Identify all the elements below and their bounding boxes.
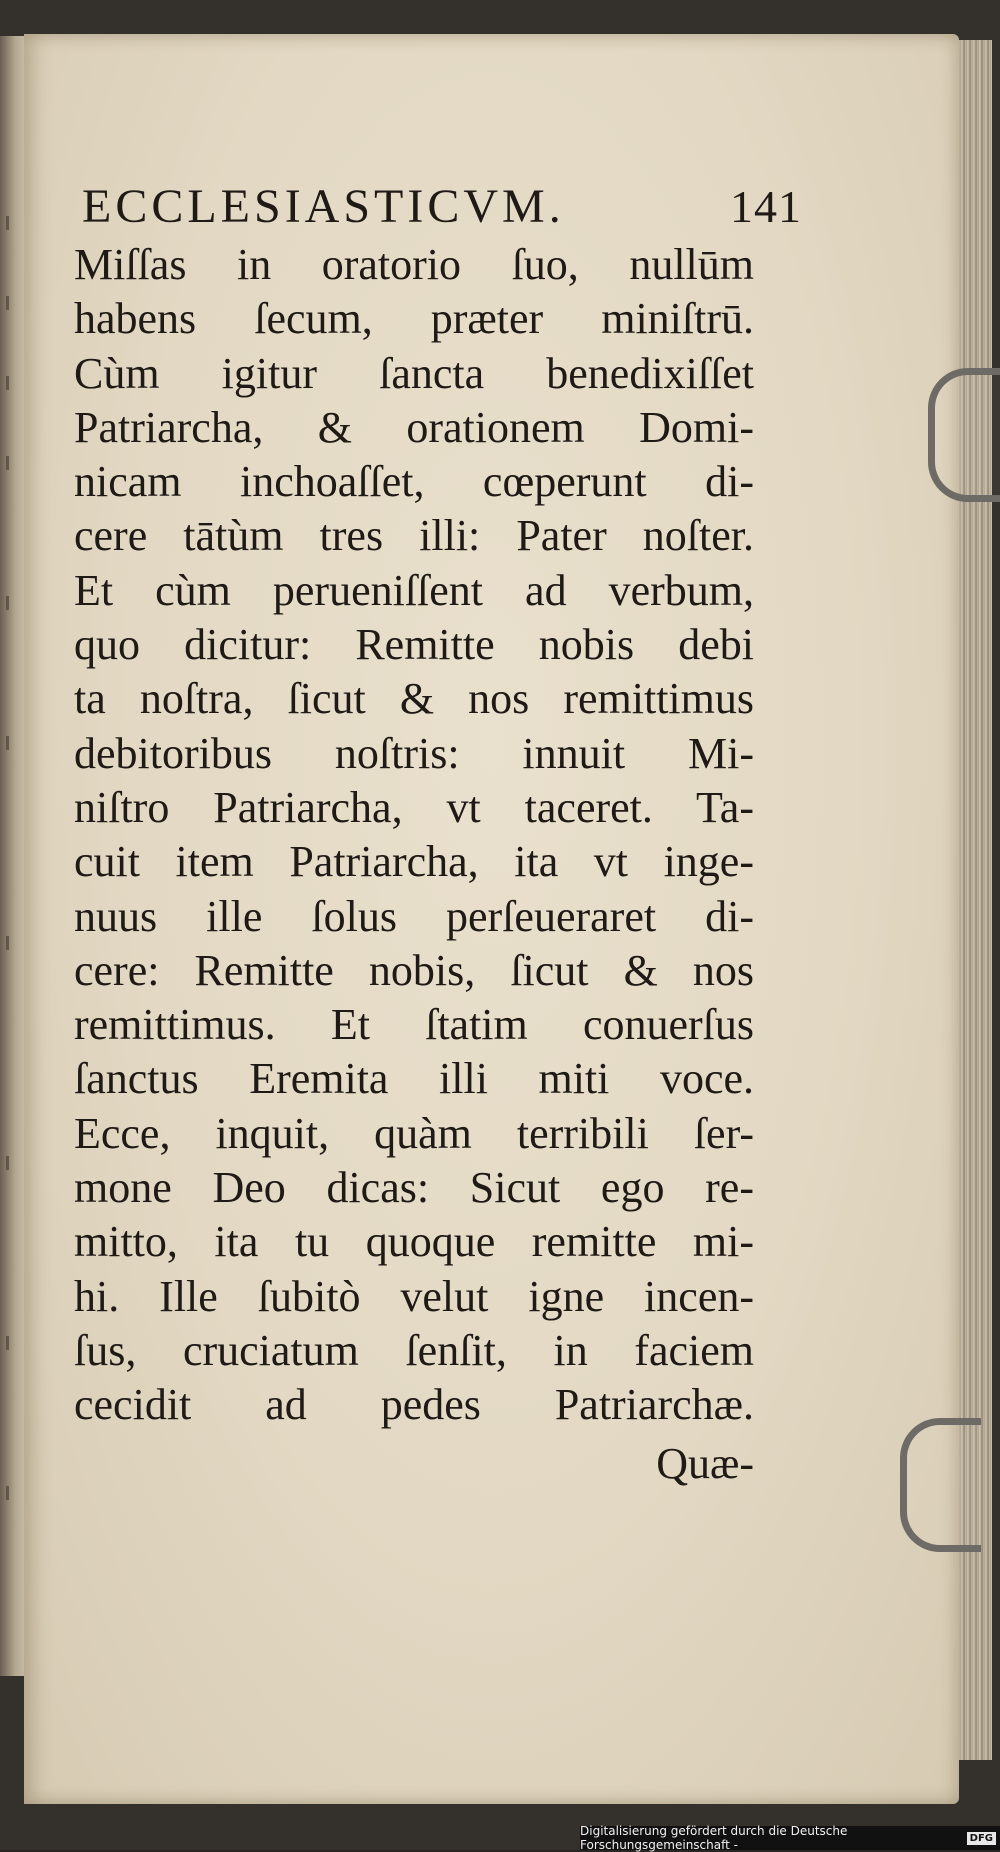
clasp-icon [928,368,1000,502]
text-line: nicam inchoaſſet, cœperunt di- [74,457,754,507]
text-block [74,179,802,1491]
text-line: cere tātùm tres illi: Pater noſter. [74,511,754,561]
footer-credit: Digitalisierung gefördert durch die Deutsche Forschungsgemeinschaft - [580,1824,848,1852]
text-line: niſtro Patriarcha, vt taceret. Ta- [74,782,754,832]
text-line: remittimus. Et ſtatim conuerſus [74,1000,754,1050]
digitization-footer [580,1826,1000,1850]
text-line: ta noſtra, ſicut & nos remittimus [74,674,754,724]
text-line: habens ſecum, præter miniſtrū. [74,294,754,344]
text-line: cere: Remitte nobis, ſicut & nos [74,945,754,995]
text-line: mitto, ita tu quoque remitte mi- [74,1217,754,1267]
text-line: Miſſas in oratorio ſuo, nullūm [74,240,754,289]
body-text [74,238,754,1433]
text-line: nuus ille ſolus perſeueraret di- [74,891,754,941]
page-number: 141 [730,181,802,232]
text-line: ſus, cruciatum ſenſit, in faciem [74,1325,754,1375]
text-line: Patriarcha, & orationem Domi- [74,402,754,452]
running-header [82,179,802,234]
text-line: Cùm igitur ſancta benedixiſſet [74,348,754,398]
text-line: debitoribus noſtris: innuit Mi- [74,728,754,778]
text-line: cecidit ad pedes Patriarchæ. [74,1380,754,1430]
text-line: ſanctus Eremita illi miti voce. [74,1054,754,1104]
running-title: ECCLESIASTICVM. [82,180,565,233]
text-line: cuit item Patriarcha, ita vt inge- [74,837,754,887]
book-page [24,34,959,1804]
text-line: Et cùm perueniſſent ad verbum, [74,565,754,615]
text-line: quo dicitur: Remitte nobis debi [74,620,754,670]
catchword: Quæ- [656,1438,754,1488]
dfg-logo-icon: DFG [967,1832,996,1845]
text-line: mone Deo dicas: Sicut ego re- [74,1163,754,1213]
clasp-icon [900,1418,981,1552]
text-line: hi. Ille ſubitò velut igne incen- [74,1271,754,1321]
text-line: Ecce, inquit, quàm terribili ſer- [74,1108,754,1158]
